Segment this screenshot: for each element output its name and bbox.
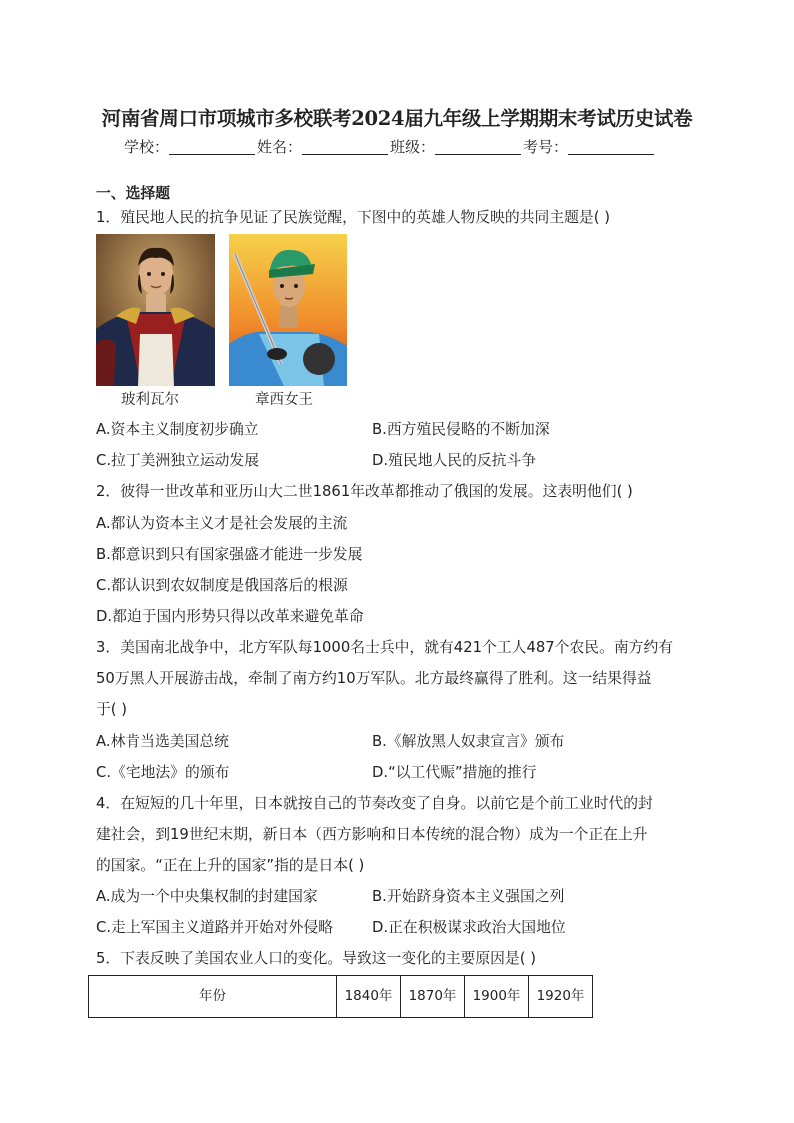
population-table (88, 975, 593, 1018)
q2-option-b: B.都意识到只有国家强盛才能进一步发展 (96, 546, 363, 563)
q1-option-b: B.西方殖民侵略的不断加深 (372, 421, 550, 438)
q3-option-d: D.“以工代赈”措施的推行 (372, 764, 537, 781)
class-blank (435, 140, 521, 155)
q3-option-c: C.《宅地法》的颁布 (96, 764, 230, 781)
section-heading: 一、选择题 (96, 185, 170, 202)
number-label: 考号： (523, 138, 569, 156)
q4-option-d: D.正在积极谋求政治大国地位 (372, 919, 566, 936)
student-info-line (124, 136, 656, 157)
question-3-stem-line-2: 50万黑人开展游击战，牵制了南方约10万军队。北方最终赢得了胜利。这一结果得益 (96, 670, 652, 687)
table-header-cell: 1840年 (337, 976, 401, 1018)
class-label: 班级： (390, 138, 436, 156)
q1-option-c: C.拉丁美洲独立运动发展 (96, 452, 260, 469)
table-header-cell: 年份 (89, 976, 337, 1018)
school-blank (169, 140, 255, 155)
q3-option-b: B.《解放黑人奴隶宣言》颁布 (372, 733, 565, 750)
question-3-stem-line-1: 3．美国南北战争中，北方军队每1000名士兵中，就有421个工人487个农民。南方约有 (96, 639, 674, 656)
name-blank (302, 140, 388, 155)
table-row (89, 976, 593, 1018)
question-4-stem-line-1: 4．在短短的几十年里，日本就按自己的节奏改变了自身。以前它是个前工业时代的封 (96, 795, 653, 812)
q3-option-a: A.林肯当选美国总统 (96, 733, 229, 750)
question-4-stem-line-3: 的国家。“正在上升的国家”指的是日本( ) (96, 857, 365, 874)
bolivar-portrait (96, 234, 215, 386)
table-header-cell: 1920年 (529, 976, 593, 1018)
rani-caption: 章西女王 (255, 392, 313, 408)
rani-portrait (229, 234, 347, 386)
number-blank (568, 140, 654, 155)
question-5-stem: 5．下表反映了美国农业人口的变化。导致这一变化的主要原因是( ) (96, 950, 536, 967)
q2-option-a: A.都认为资本主义才是社会发展的主流 (96, 515, 348, 532)
school-label: 学校： (124, 138, 170, 156)
question-1-stem: 1．殖民地人民的抗争见证了民族觉醒，下图中的英雄人物反映的共同主题是( ) (96, 209, 610, 226)
q1-option-d: D.殖民地人民的反抗斗争 (372, 452, 537, 469)
q4-option-b: B.开始跻身资本主义强国之列 (372, 888, 565, 905)
question-2-stem: 2．彼得一世改革和亚历山大二世1861年改革都推动了俄国的发展。这表明他们( ) (96, 483, 633, 500)
q2-option-d: D.都迫于国内形势只得以改革来避免革命 (96, 608, 364, 625)
question-3-stem-line-3: 于( ) (96, 701, 128, 718)
name-label: 姓名： (257, 138, 303, 156)
bolivar-caption: 玻利瓦尔 (121, 392, 179, 408)
page-title: 河南省周口市项城市多校联考2024届九年级上学期期末考试历史试卷 (101, 107, 693, 130)
table-header-cell: 1870年 (401, 976, 465, 1018)
question-4-stem-line-2: 建社会，到19世纪末期，新日本（西方影响和日本传统的混合物）成为一个正在上升 (96, 826, 648, 843)
q1-option-a: A.资本主义制度初步确立 (96, 421, 259, 438)
table-header-cell: 1900年 (465, 976, 529, 1018)
q2-option-c: C.都认识到农奴制度是俄国落后的根源 (96, 577, 348, 594)
q4-option-c: C.走上军国主义道路并开始对外侵略 (96, 919, 333, 936)
q4-option-a: A.成为一个中央集权制的封建国家 (96, 888, 318, 905)
